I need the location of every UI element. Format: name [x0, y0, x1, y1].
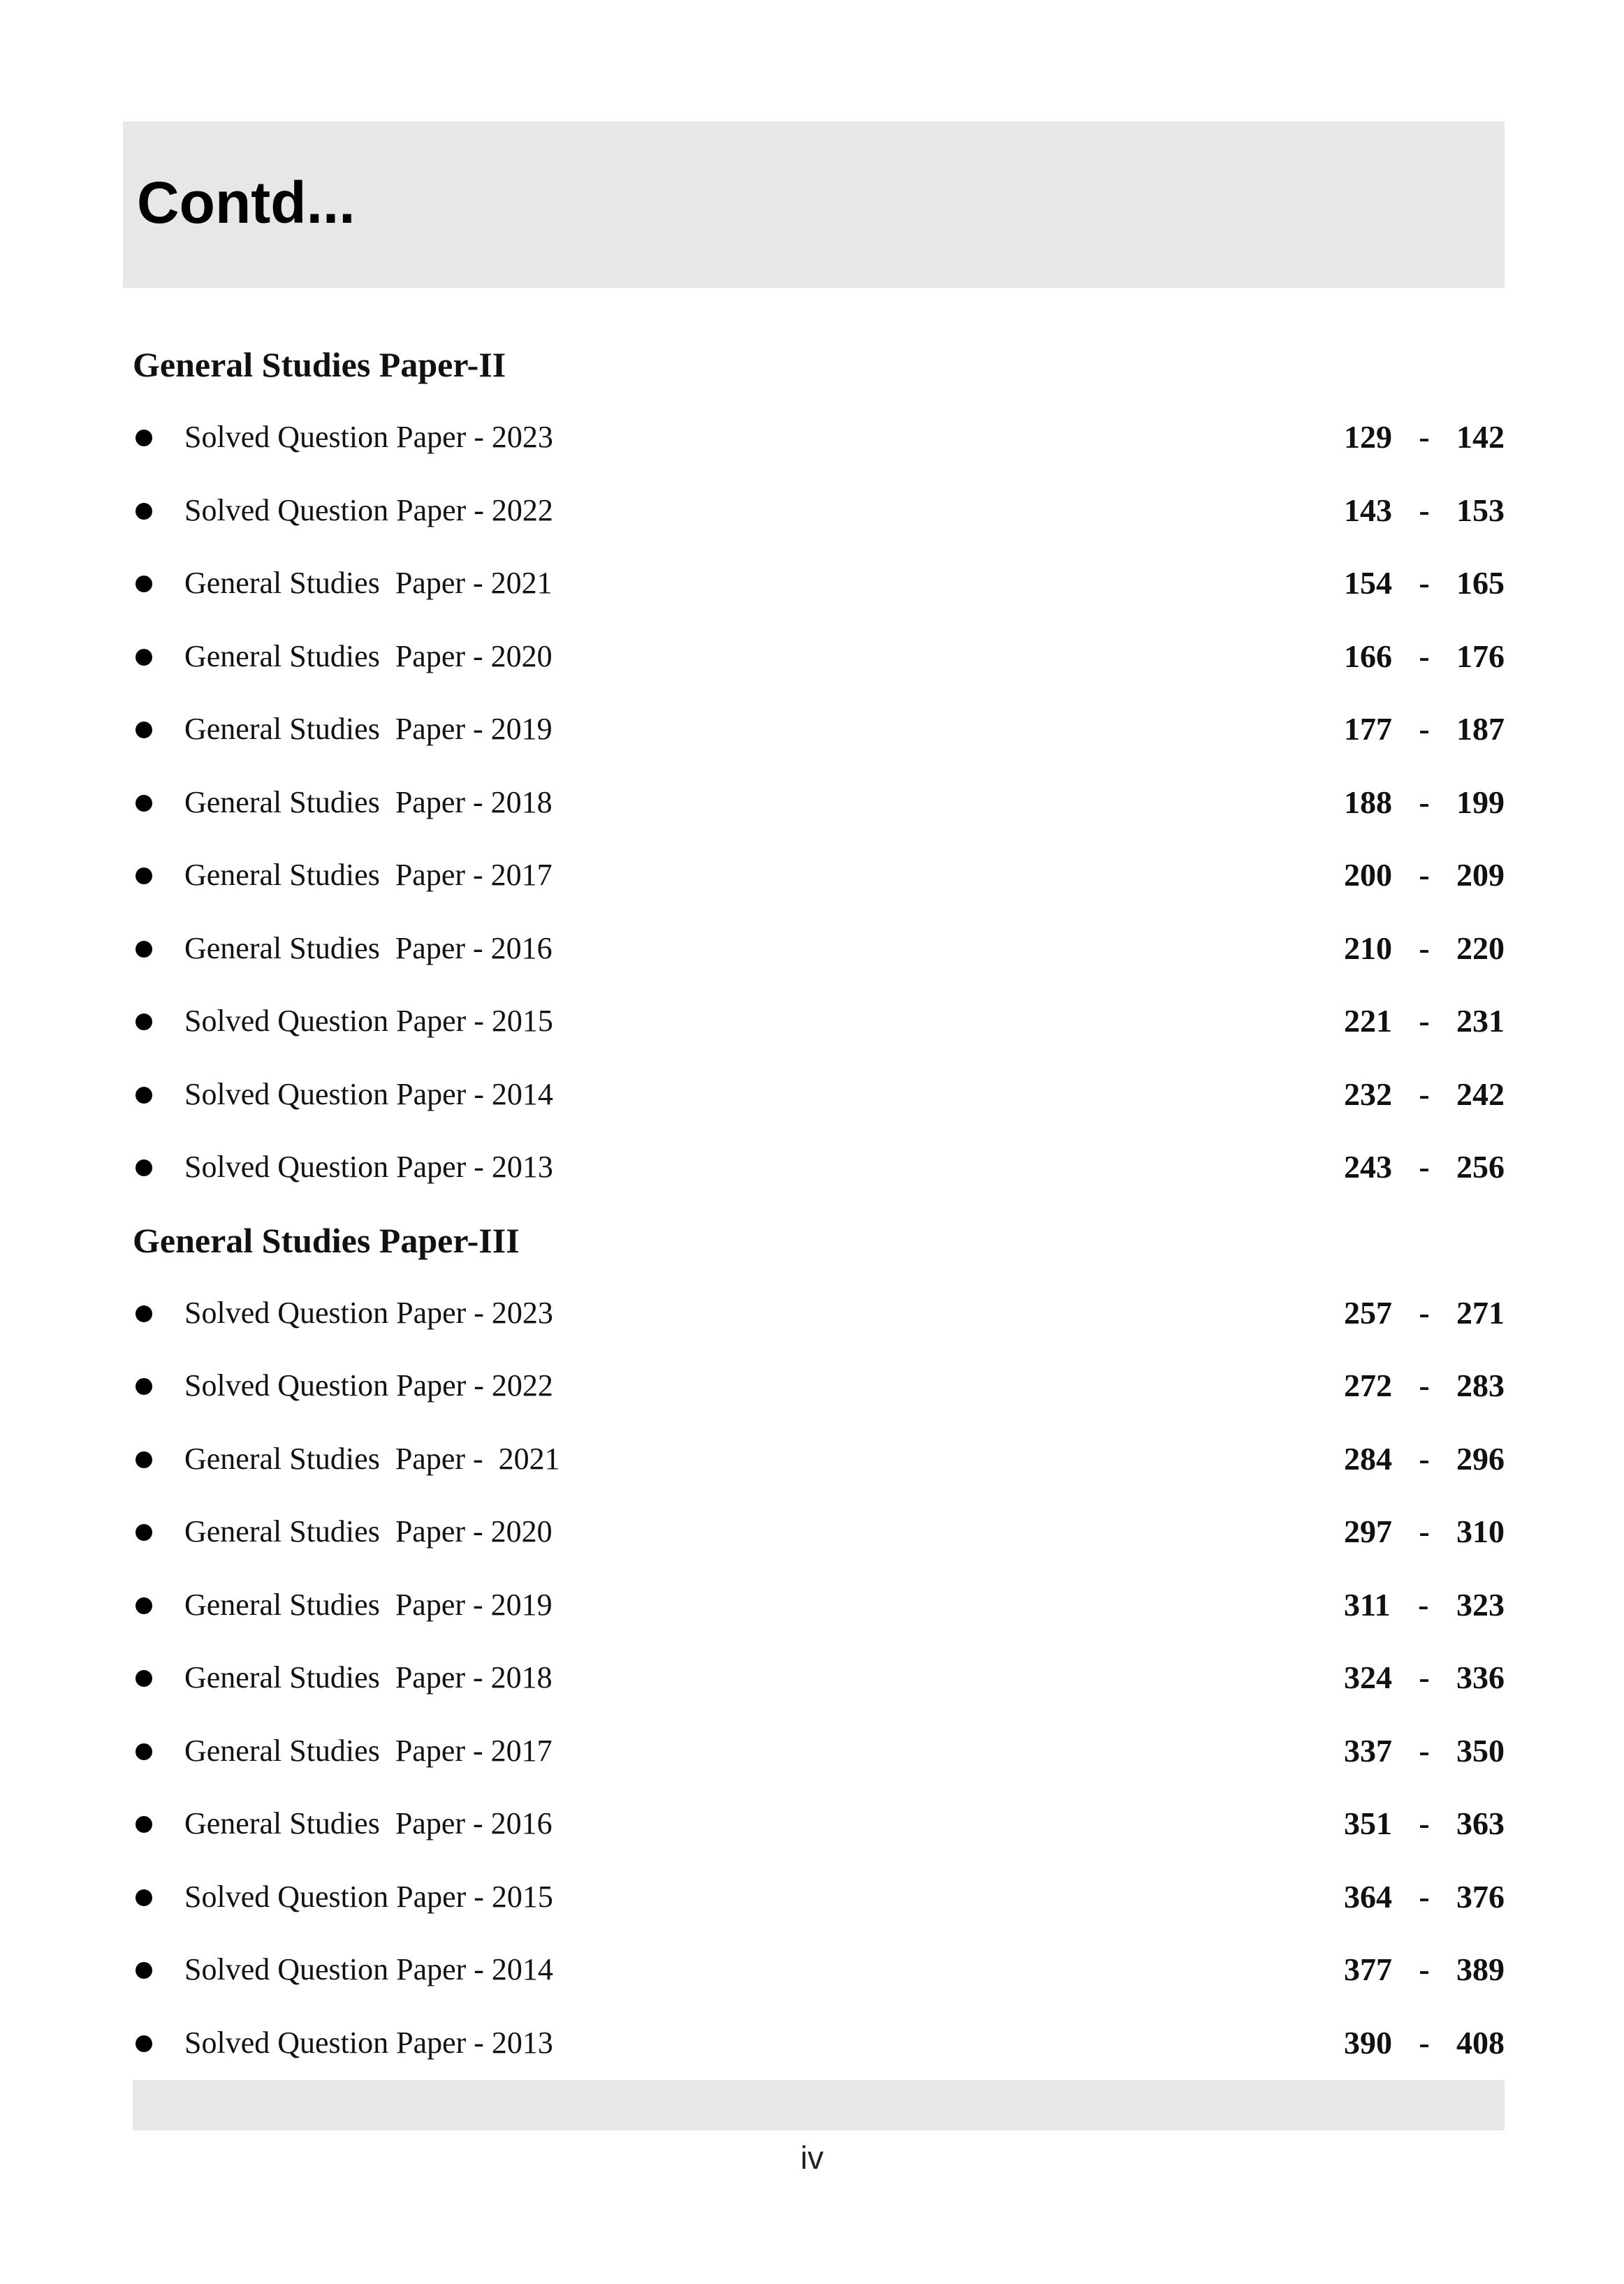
toc-entry	[133, 1058, 1505, 1132]
page-range	[1344, 474, 1505, 548]
range-separator: -	[1419, 1440, 1430, 1477]
page-range	[1344, 693, 1505, 766]
range-separator: -	[1419, 930, 1430, 966]
range-separator: -	[1419, 1660, 1430, 1695]
range-separator: -	[1419, 638, 1430, 674]
bullet-icon	[136, 649, 152, 666]
table-of-contents	[133, 328, 1505, 2079]
toc-entry	[133, 912, 1505, 986]
bullet-icon	[136, 795, 152, 812]
toc-entry	[133, 547, 1505, 620]
page-range	[1344, 2007, 1505, 2080]
page-end: 209	[1456, 857, 1505, 893]
page-end: 199	[1456, 784, 1505, 820]
page-start: 177	[1344, 711, 1392, 747]
page-range	[1344, 985, 1505, 1058]
toc-list-paper-ii	[133, 401, 1505, 1204]
entry-title: Solved Question Paper - 2013	[184, 2025, 553, 2060]
page-start: 257	[1344, 1294, 1392, 1331]
page-start: 210	[1344, 930, 1392, 966]
page-number: iv	[800, 2139, 824, 2176]
toc-entry	[133, 839, 1505, 912]
page-range	[1344, 1861, 1505, 1934]
toc-entry	[133, 401, 1505, 474]
toc-entry	[133, 2007, 1505, 2080]
range-separator: -	[1419, 857, 1430, 893]
page-end: 408	[1456, 2024, 1505, 2060]
bullet-icon	[136, 1451, 152, 1468]
page-start: 129	[1344, 419, 1392, 455]
entry-title: Solved Question Paper - 2023	[184, 420, 553, 454]
range-separator: -	[1419, 711, 1430, 747]
range-separator: -	[1419, 1294, 1430, 1331]
entry-title: General Studies Paper - 2019	[184, 712, 553, 746]
toc-entry	[133, 1423, 1505, 1496]
page-range	[1344, 1058, 1505, 1132]
page-end: 142	[1456, 419, 1505, 455]
entry-title: Solved Question Paper - 2023	[184, 1295, 553, 1330]
page-start: 337	[1344, 1732, 1392, 1769]
range-separator: -	[1419, 1149, 1430, 1185]
page-range	[1344, 1787, 1505, 1861]
range-separator: -	[1419, 1368, 1430, 1403]
toc-entry	[133, 474, 1505, 548]
page-range	[1344, 1569, 1505, 1642]
entry-title: Solved Question Paper - 2022	[184, 1368, 553, 1403]
entry-title: Solved Question Paper - 2014	[184, 1952, 553, 1986]
page-range	[1344, 620, 1505, 694]
bullet-icon	[136, 1378, 152, 1395]
toc-entry	[133, 1715, 1505, 1788]
page-range	[1344, 839, 1505, 912]
page-start: 166	[1344, 638, 1392, 674]
page-range	[1344, 1131, 1505, 1204]
toc-entry	[133, 1569, 1505, 1642]
range-separator: -	[1419, 419, 1430, 455]
page-range	[1344, 912, 1505, 986]
bullet-icon	[136, 1597, 152, 1614]
bullet-icon	[136, 941, 152, 958]
page-range	[1344, 547, 1505, 620]
bullet-icon	[136, 576, 152, 592]
bullet-icon	[136, 868, 152, 884]
toc-entry	[133, 1349, 1505, 1423]
range-separator: -	[1419, 565, 1430, 601]
entry-title: General Studies Paper - 2017	[184, 1733, 553, 1768]
page-range	[1344, 401, 1505, 474]
page-start: 324	[1344, 1660, 1392, 1695]
header-band	[123, 122, 1505, 288]
bullet-icon	[136, 430, 152, 446]
page-end: 242	[1456, 1076, 1505, 1112]
page-range	[1344, 766, 1505, 840]
bullet-icon	[136, 1743, 152, 1760]
toc-entry	[133, 985, 1505, 1058]
range-separator: -	[1419, 1878, 1430, 1915]
entry-title: Solved Question Paper - 2015	[184, 1879, 553, 1914]
range-separator: -	[1419, 1003, 1430, 1039]
range-separator: -	[1418, 1586, 1429, 1623]
bullet-icon	[136, 1013, 152, 1030]
page-start: 351	[1344, 1806, 1392, 1841]
toc-entry	[133, 1933, 1505, 2007]
toc-entry	[133, 1495, 1505, 1569]
page-end: 256	[1456, 1149, 1505, 1185]
page-end: 323	[1456, 1586, 1505, 1623]
page-end: 220	[1456, 930, 1505, 966]
toc-entry	[133, 1787, 1505, 1861]
entry-title: General Studies Paper - 2021	[184, 566, 553, 600]
page-end: 176	[1456, 638, 1505, 674]
entry-title: General Studies Paper - 2018	[184, 1660, 553, 1694]
section-heading-paper-ii: General Studies Paper-II	[133, 345, 506, 384]
page-range	[1344, 1423, 1505, 1496]
page-range	[1344, 1641, 1505, 1715]
page-start: 390	[1344, 2024, 1392, 2060]
page-title: Contd...	[137, 170, 356, 235]
entry-title: Solved Question Paper - 2013	[184, 1150, 553, 1184]
range-separator: -	[1419, 1806, 1430, 1841]
page-end: 283	[1456, 1368, 1505, 1403]
toc-entry	[133, 1861, 1505, 1934]
page-end: 271	[1456, 1294, 1505, 1331]
bullet-icon	[136, 1305, 152, 1322]
page-start: 200	[1344, 857, 1392, 893]
page-start: 284	[1344, 1440, 1392, 1477]
toc-entry	[133, 1277, 1505, 1350]
page-end: 310	[1456, 1514, 1505, 1549]
page-end: 165	[1456, 565, 1505, 601]
section-heading-paper-iii: General Studies Paper-III	[133, 1220, 520, 1260]
page-start: 154	[1344, 565, 1392, 601]
page-start: 243	[1344, 1149, 1392, 1185]
page-range	[1344, 1277, 1505, 1350]
page-start: 232	[1344, 1076, 1392, 1112]
page-end: 187	[1456, 711, 1505, 747]
entry-title: Solved Question Paper - 2014	[184, 1076, 553, 1111]
range-separator: -	[1419, 2024, 1430, 2060]
toc-entry	[133, 766, 1505, 840]
page-start: 311	[1344, 1586, 1391, 1623]
page-end: 376	[1456, 1878, 1505, 1915]
range-separator: -	[1419, 1732, 1430, 1769]
page-end: 231	[1456, 1003, 1505, 1039]
page-start: 272	[1344, 1368, 1392, 1403]
footer-band	[133, 2080, 1505, 2130]
page-end: 350	[1456, 1732, 1505, 1769]
bullet-icon	[136, 1159, 152, 1176]
page-range	[1344, 1933, 1505, 2007]
bullet-icon	[136, 1889, 152, 1906]
range-separator: -	[1419, 1514, 1430, 1549]
bullet-icon	[136, 722, 152, 738]
bullet-icon	[136, 2035, 152, 2052]
page-range	[1344, 1495, 1505, 1569]
toc-entry	[133, 620, 1505, 694]
range-separator: -	[1419, 1076, 1430, 1112]
page-end: 389	[1456, 1952, 1505, 1987]
page-start: 364	[1344, 1878, 1392, 1915]
entry-title: General Studies Paper - 2018	[184, 784, 553, 819]
entry-title: General Studies Paper - 2020	[184, 638, 553, 673]
page-end: 296	[1456, 1440, 1505, 1477]
page-start: 377	[1344, 1952, 1392, 1987]
toc-entry	[133, 693, 1505, 766]
bullet-icon	[136, 1816, 152, 1833]
page-end: 153	[1456, 492, 1505, 528]
page-end: 336	[1456, 1660, 1505, 1695]
entry-title: General Studies Paper - 2016	[184, 930, 553, 965]
toc-list-paper-iii	[133, 1277, 1505, 2080]
page-start: 221	[1344, 1003, 1392, 1039]
range-separator: -	[1419, 1952, 1430, 1987]
entry-title: Solved Question Paper - 2022	[184, 492, 553, 527]
page-start: 143	[1344, 492, 1392, 528]
bullet-icon	[136, 503, 152, 520]
entry-title: General Studies Paper - 2020	[184, 1514, 553, 1549]
entry-title: General Studies Paper - 2016	[184, 1806, 553, 1840]
page-range	[1344, 1715, 1505, 1788]
range-separator: -	[1419, 784, 1430, 820]
bullet-icon	[136, 1087, 152, 1104]
page-start: 297	[1344, 1514, 1392, 1549]
bullet-icon	[136, 1670, 152, 1687]
toc-entry	[133, 1131, 1505, 1204]
entry-title: General Studies Paper - 2017	[184, 858, 553, 892]
entry-title: Solved Question Paper - 2015	[184, 1004, 553, 1038]
entry-title: General Studies Paper - 2021	[184, 1441, 560, 1476]
bullet-icon	[136, 1524, 152, 1541]
range-separator: -	[1419, 492, 1430, 528]
page-range	[1344, 1349, 1505, 1423]
entry-title: General Studies Paper - 2019	[184, 1587, 553, 1622]
page-end: 363	[1456, 1806, 1505, 1841]
toc-entry	[133, 1641, 1505, 1715]
page-start: 188	[1344, 784, 1392, 820]
bullet-icon	[136, 1962, 152, 1979]
